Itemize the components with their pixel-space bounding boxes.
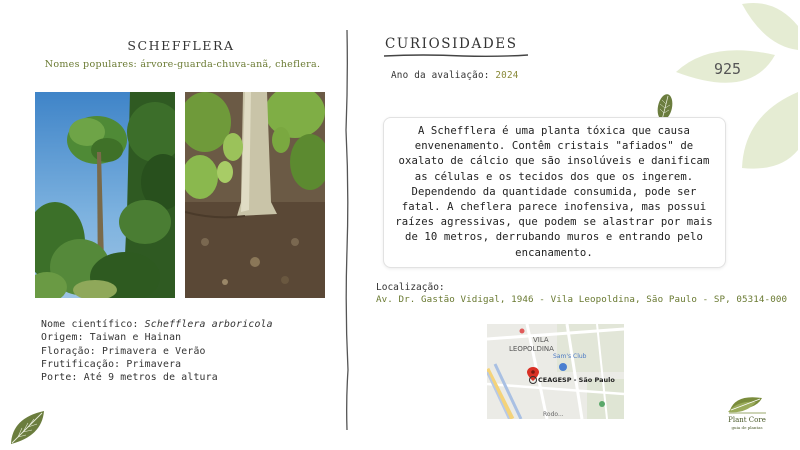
- location-address: Av. Dr. Gastão Vidigal, 1946 - Vila Leopoldina, São Paulo - SP, 05314-000: [376, 294, 788, 305]
- tree-photo: [35, 92, 175, 298]
- map-street-label: Rodo...: [543, 411, 564, 418]
- plant-info: [41, 318, 273, 384]
- poi-icon: [520, 329, 525, 334]
- curiosity-text: A Schefflera é uma planta tóxica que causa envenenamento. Contêm cristais "afiados" de oxalato de cálcio que são insolúveis e danificam as células e os tecidos dos que os ingerem. Dependendo da quantidade consumida, pode ser fatal. A cheflera parece inofensiva, mas possui raízes agressivas, que podem se alastrar por mais de 10 metros, derrubando muros e entrando pelo encanamento.: [395, 125, 713, 259]
- evaluation-year: Ano da avaliação: 2024: [391, 70, 519, 81]
- location-label: Localização:: [376, 282, 445, 293]
- flowering-row: Floração: Primavera e Verão: [41, 345, 206, 357]
- scientific-name-row: Nome científico: Schefflera arboricola: [41, 319, 273, 330]
- scientific-name: Schefflera arboricola: [144, 319, 273, 330]
- plant-name: SCHEFFLERA: [127, 38, 235, 53]
- map-area-label: LEOPOLDINA: [509, 345, 554, 353]
- leaf-icon: [8, 408, 48, 446]
- location-map[interactable]: [487, 324, 624, 419]
- map-pin-label: CEAGESP - São Paulo: [538, 376, 615, 384]
- shop-icon: [559, 363, 567, 371]
- trunk-photo: [185, 92, 325, 298]
- map-area-label: VILA: [533, 336, 549, 344]
- title-underline: [383, 53, 529, 59]
- map-poi-label: Sam's Club: [553, 353, 587, 360]
- popular-names: Nomes populares: árvore-guarda-chuva-anã, cheflera.: [44, 59, 321, 70]
- plant-core-logo-icon: [726, 392, 768, 416]
- size-row: Porte: Até 9 metros de altura: [41, 372, 218, 384]
- curiosities-title: CURIOSIDADES: [385, 36, 518, 52]
- brand-name: Plant Core guia de plantas: [728, 416, 766, 430]
- origin-row: Origem: Taiwan e Hainan: [41, 332, 182, 344]
- fruiting-row: Frutificação: Primavera: [41, 358, 182, 370]
- plant-number-badge: 925: [714, 60, 742, 78]
- divider-line: [343, 30, 351, 430]
